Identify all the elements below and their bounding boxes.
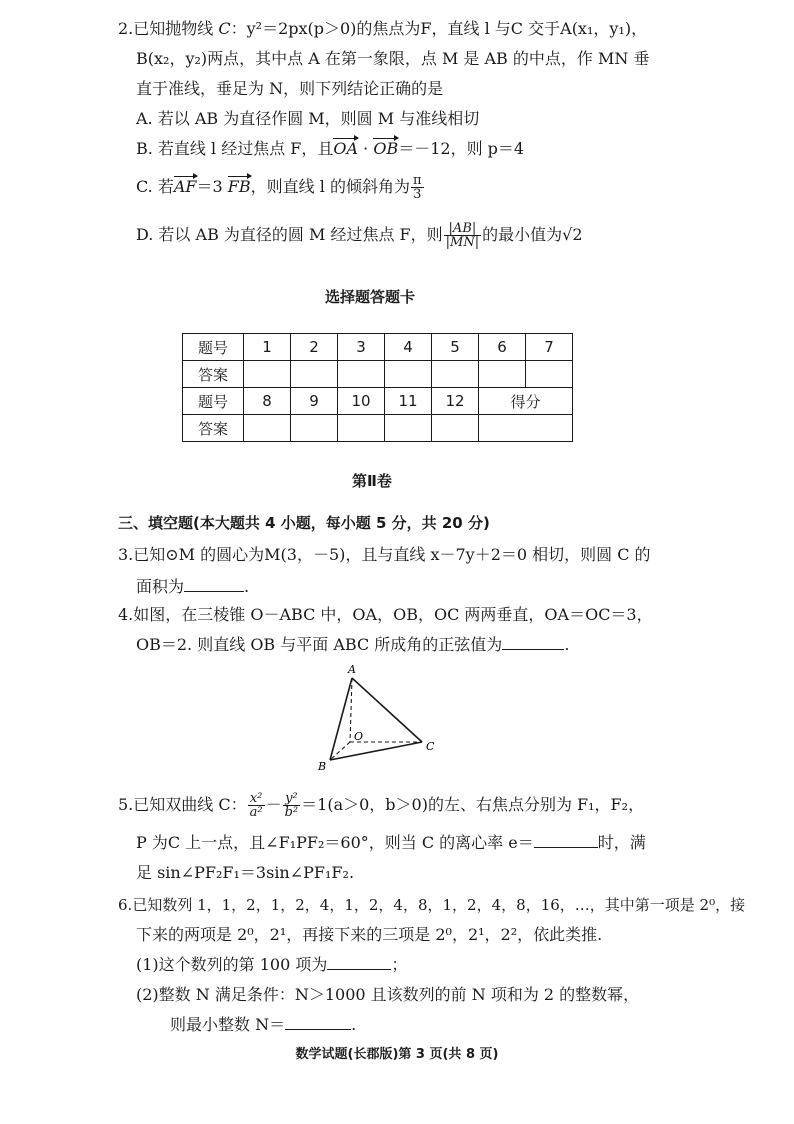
q12-option-b-text: ＝－12，则 p＝4	[398, 139, 525, 158]
q15-number: 5.	[118, 795, 134, 814]
q12-option-d-text: D. 若以 AB 为直径的圆 M 经过焦点 F，则	[136, 225, 443, 244]
q16-number: 6.	[118, 896, 133, 914]
answer-cell-4[interactable]	[385, 361, 432, 388]
fraction-numerator: y²	[283, 792, 301, 806]
q14-text: OB＝2. 则直线 OB 与平面 ABC 所成角的正弦值为	[136, 635, 503, 654]
q12-option-c-text: C. 若	[136, 177, 174, 196]
x2-over-a2-fraction	[248, 792, 265, 819]
table-cell: 12	[432, 388, 479, 415]
edge-bc	[330, 742, 422, 760]
q13-line-2	[136, 576, 249, 598]
score-cell[interactable]	[479, 415, 573, 442]
label-c: C	[426, 740, 435, 753]
table-cell: 答案	[183, 415, 244, 442]
q13-answer-blank[interactable]	[184, 577, 244, 592]
q12-line-2: B(x₂，y₂)两点，其中点 A 在第一象限，点 M 是 AB 的中点，作 MN 垂	[136, 49, 650, 68]
q16-text: 已知数列 1，1，2，1，2，4，1，2，4，8，1，2，4，8，16，…，其中第一项是 2⁰，接	[132, 896, 746, 914]
vector-oa: OA	[333, 139, 359, 158]
answer-card-title: 选择题答题卡	[325, 288, 416, 306]
minus-sign: －	[265, 795, 282, 814]
edge-ab	[330, 678, 352, 760]
q12-text: C	[218, 19, 231, 38]
q12-option-c-text: ，则直线 l 的倾斜角为	[250, 177, 410, 196]
q15-line-2	[136, 832, 646, 854]
q13-text: 已知⊙M 的圆心为M(3，－5)，且与直线 x－7y＋2＝0 相切，则圆 C 的	[133, 545, 651, 564]
label-a: A	[348, 663, 356, 676]
q15-text: 时，满	[597, 833, 646, 852]
q16-text: ；	[391, 955, 408, 974]
table-cell: 4	[385, 334, 432, 361]
q13-text: 面积为	[136, 577, 185, 596]
table-cell: 1	[244, 334, 291, 361]
q12-option-d-text: 的最小值为√2	[482, 225, 583, 244]
vector-af: AF	[173, 177, 197, 196]
q13-text: .	[244, 577, 250, 596]
fraction-denominator: |MN|	[445, 235, 480, 250]
answer-cell-8[interactable]	[244, 415, 291, 442]
q12-text: ：y²＝2px(p＞0)的焦点为F，直线 l 与C 交于A(x₁，y₁)，	[230, 19, 648, 38]
q14-number: 4.	[118, 605, 134, 624]
vector-ob: OB	[373, 139, 399, 158]
table-cell: 答案	[183, 361, 244, 388]
answer-cell-6[interactable]	[479, 361, 526, 388]
q12-line-3: 直于准线，垂足为 N，则下列结论正确的是	[136, 79, 444, 98]
q12-option-a: A. 若以 AB 为直径作圆 M，则圆 M 与准线相切	[136, 109, 480, 128]
answer-cell-10[interactable]	[338, 415, 385, 442]
fraction-denominator: a²	[249, 805, 263, 820]
q12-number: 2.	[118, 19, 134, 38]
q12-option-c	[136, 174, 425, 201]
q14-text: .	[564, 635, 570, 654]
dot-operator: ·	[358, 139, 374, 158]
fraction-denominator: b²	[284, 805, 299, 820]
q16-text: 则最小整数 N＝	[170, 1015, 286, 1034]
pi-over-3-fraction	[411, 174, 424, 201]
q16-part2-answer-blank[interactable]	[285, 1015, 351, 1030]
page-footer: 数学试题(长郡版)第 3 页(共 8 页)	[295, 1047, 499, 1062]
fraction-numerator: π	[412, 173, 422, 188]
table-row	[183, 415, 573, 442]
table-cell: 11	[385, 388, 432, 415]
fraction-denominator: 3	[413, 187, 422, 202]
q16-text: (1)这个数列的第 100 项为	[136, 955, 328, 974]
table-cell: 10	[338, 388, 385, 415]
q16-part-1	[136, 954, 407, 976]
table-cell: 3	[338, 334, 385, 361]
table-cell: 8	[244, 388, 291, 415]
answer-cell-12[interactable]	[432, 415, 479, 442]
table-cell: 题号	[183, 388, 244, 415]
table-row	[183, 334, 573, 361]
answer-cell-2[interactable]	[291, 361, 338, 388]
q12-option-b-text: B. 若直线 l 经过焦点 F，且	[136, 139, 334, 158]
table-row	[183, 361, 573, 388]
q12-option-c-text: ＝3	[196, 177, 228, 196]
q15-answer-blank[interactable]	[534, 833, 598, 848]
score-header-cell: 得分	[479, 388, 573, 415]
q14-line-1	[118, 604, 653, 626]
answer-cell-11[interactable]	[385, 415, 432, 442]
part-two-title: 第Ⅱ卷	[352, 472, 392, 490]
answer-cell-1[interactable]	[244, 361, 291, 388]
label-o: O	[354, 730, 364, 743]
q16-line-1	[118, 894, 745, 916]
answer-cell-3[interactable]	[338, 361, 385, 388]
q15-text: 已知双曲线 C：	[133, 795, 247, 814]
q16-part-2-cont	[170, 1014, 356, 1036]
edge-oa	[350, 678, 352, 742]
q12-option-b	[136, 138, 524, 160]
q16-text: .	[351, 1015, 357, 1034]
y2-over-b2-fraction	[283, 792, 301, 819]
answer-card-table	[182, 333, 573, 442]
table-cell: 6	[479, 334, 526, 361]
q14-text: 如图，在三棱锥 O－ABC 中，OA，OB，OC 两两垂直，OA＝OC＝3，	[133, 605, 653, 624]
q16-part1-answer-blank[interactable]	[327, 955, 391, 970]
q12-option-d	[136, 222, 583, 249]
q15-text: P 为C 上一点，且∠F₁PF₂＝60°，则当 C 的离心率 e＝	[136, 833, 534, 852]
q13-line-1	[118, 544, 651, 566]
table-cell: 5	[432, 334, 479, 361]
table-cell: 2	[291, 334, 338, 361]
q14-answer-blank[interactable]	[502, 635, 564, 650]
fill-in-section-heading: 三、填空题(本大题共 4 小题，每小题 5 分，共 20 分)	[118, 514, 490, 532]
q15-text: ＝1(a＞0，b＞0)的左、右焦点分别为 F₁，F₂，	[301, 795, 645, 814]
table-row	[183, 388, 573, 415]
table-cell: 9	[291, 388, 338, 415]
table-cell: 7	[526, 334, 573, 361]
q16-part-2: (2)整数 N 满足条件：N＞1000 且该数列的前 N 项和为 2 的整数幂，	[136, 985, 640, 1004]
answer-cell-7[interactable]	[526, 361, 573, 388]
vector-fb: FB	[227, 177, 251, 196]
q15-line-1	[118, 790, 644, 820]
answer-cell-5[interactable]	[432, 361, 479, 388]
fraction-numerator: x²	[248, 792, 265, 806]
ab-over-mn-fraction	[444, 222, 481, 249]
answer-cell-9[interactable]	[291, 415, 338, 442]
q12-line-1	[118, 18, 647, 40]
label-b: B	[318, 760, 327, 773]
table-cell: 题号	[183, 334, 244, 361]
tetrahedron-figure	[310, 660, 450, 775]
fraction-numerator: |AB|	[444, 222, 481, 236]
q16-line-2: 下来的两项是 2⁰，2¹，再接下来的三项是 2⁰，2¹，2²，依此类推.	[136, 925, 603, 944]
q13-number: 3.	[118, 545, 134, 564]
q14-line-2	[136, 634, 569, 656]
q15-line-3: 足 sin∠PF₂F₁＝3sin∠PF₁F₂.	[136, 863, 355, 882]
q12-text: 已知抛物线	[133, 19, 219, 38]
